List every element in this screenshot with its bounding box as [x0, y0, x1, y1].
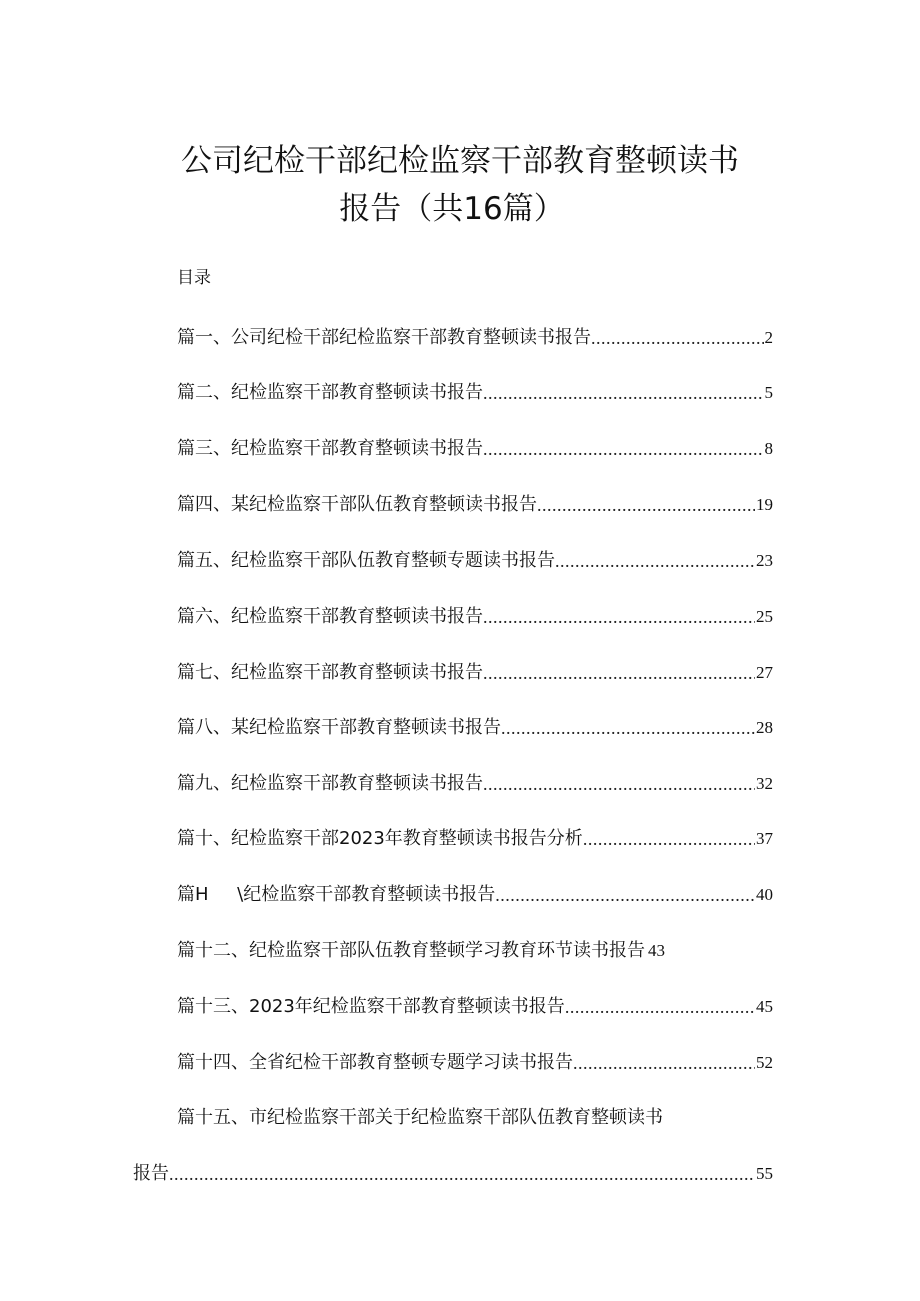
toc-leader-dots [483, 436, 764, 462]
toc-entry-title: 篇二、纪检监察干部教育整顿读书报告 [177, 382, 483, 403]
toc-page-number: 25 [756, 607, 773, 626]
toc-page-number: 43 [648, 941, 665, 960]
toc-entry[interactable] [177, 1105, 777, 1131]
toc-leader-dots [483, 380, 764, 406]
toc-entry[interactable] [177, 826, 773, 852]
toc-entry[interactable] [177, 604, 773, 630]
toc-entry-title: 篇七、纪检监察干部教育整顿读书报告 [177, 662, 483, 683]
toc-page-number: 27 [756, 663, 773, 682]
toc-entry[interactable] [177, 1050, 773, 1076]
toc-entry-title: 篇一、公司纪检干部纪检监察干部教育整顿读书报告 [177, 327, 591, 348]
toc-entry-title: 篇H \纪检监察干部教育整顿读书报告 [177, 884, 496, 905]
toc-entry-title-continued: 报告 [133, 1163, 169, 1184]
toc-page-number: 23 [756, 551, 773, 570]
toc-leader-dots [573, 1050, 755, 1076]
document-title-line-2: 报告（共16篇） [339, 191, 565, 227]
toc-entry[interactable] [177, 325, 773, 351]
toc-heading: 目录 [177, 268, 211, 288]
toc-entry-continued[interactable] [133, 1161, 773, 1187]
toc-leader-dots [483, 660, 755, 686]
toc-entry-title: 篇三、纪检监察干部教育整顿读书报告 [177, 438, 483, 459]
toc-page-number: 37 [756, 829, 773, 848]
toc-leader-dots [483, 771, 755, 797]
toc-entry[interactable] [177, 548, 773, 574]
toc-leader-dots [565, 994, 755, 1020]
toc-entry[interactable] [177, 436, 773, 462]
toc-leader-dots [583, 826, 755, 852]
toc-entry[interactable] [177, 380, 773, 406]
toc-entry-title: 篇五、纪检监察干部队伍教育整顿专题读书报告 [177, 550, 555, 571]
toc-entry[interactable] [177, 660, 773, 686]
toc-entry[interactable] [177, 882, 773, 908]
toc-page-number: 40 [756, 885, 773, 904]
toc-page-number: 28 [756, 718, 773, 737]
toc-entry-title: 篇十五、市纪检监察干部关于纪检监察干部队伍教育整顿读书 [177, 1107, 663, 1128]
toc-page-number: 5 [764, 383, 773, 402]
toc-page-number: 19 [756, 495, 773, 514]
toc-entry[interactable] [177, 994, 773, 1020]
toc-page-number: 2 [764, 328, 773, 347]
toc-entry-title: 篇十四、全省纪检干部教育整顿专题学习读书报告 [177, 1052, 573, 1073]
toc-leader-dots [169, 1161, 755, 1187]
toc-entry-title: 篇九、纪检监察干部教育整顿读书报告 [177, 773, 483, 794]
toc-entry-title: 篇四、某纪检监察干部队伍教育整顿读书报告 [177, 494, 537, 515]
toc-entry-title: 篇六、纪检监察干部教育整顿读书报告 [177, 606, 483, 627]
toc-leader-dots [495, 882, 755, 908]
toc-leader-dots [483, 604, 755, 630]
toc-entry-title: 篇八、某纪检监察干部教育整顿读书报告 [177, 717, 501, 738]
toc-entry-title: 篇十二、纪检监察干部队伍教育整顿学习教育环节读书报告 [177, 940, 645, 961]
toc-entry[interactable] [177, 715, 773, 741]
toc-entry-title: 篇十三、2023年纪检监察干部教育整顿读书报告 [177, 996, 565, 1017]
toc-page-number: 55 [756, 1164, 773, 1183]
toc-leader-dots [537, 492, 755, 518]
toc-entry[interactable] [177, 938, 773, 964]
document-title-line-1: 公司纪检干部纪检监察干部教育整顿读书 [181, 143, 739, 179]
toc-entry-title: 篇十、纪检监察干部2023年教育整顿读书报告分析 [177, 828, 583, 849]
toc-page-number: 32 [756, 774, 773, 793]
toc-page-number: 8 [764, 439, 773, 458]
toc-entry[interactable] [177, 492, 773, 518]
toc-leader-dots [591, 325, 764, 351]
toc-entry[interactable] [177, 771, 773, 797]
toc-page-number: 52 [756, 1053, 773, 1072]
toc-page-number: 45 [756, 997, 773, 1016]
toc-leader-dots [555, 548, 755, 574]
toc-leader-dots [501, 715, 755, 741]
